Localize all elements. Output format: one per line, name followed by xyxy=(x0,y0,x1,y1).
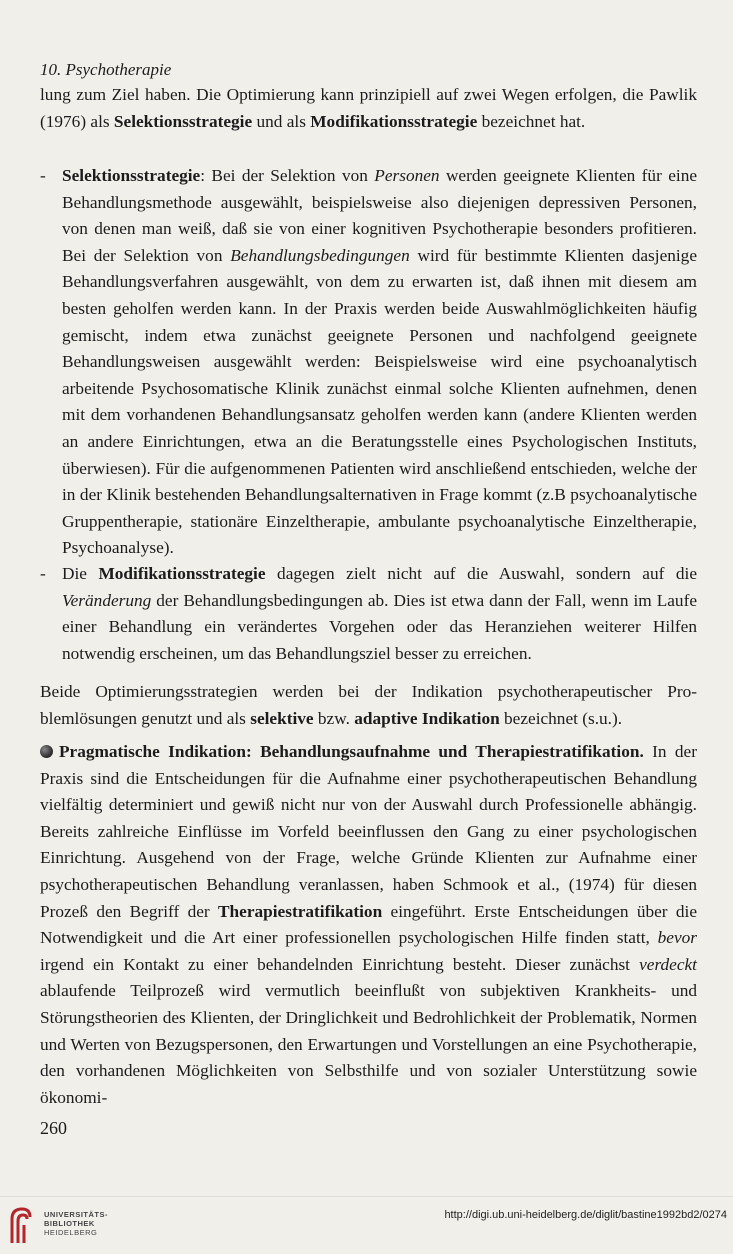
list-item-modifikation xyxy=(40,561,697,667)
summary-text: bzw. xyxy=(313,708,355,728)
intro-text: bezeichnet hat. xyxy=(477,111,586,131)
term-adaptive-indikation: adaptive Indikation xyxy=(354,708,500,728)
list-item-body xyxy=(62,561,697,667)
section-text: irgend ein Kontakt zu einer behandelnden Einrichtung besteht. Dieser zunächst xyxy=(40,954,640,974)
running-head: 10. Psychotherapie xyxy=(40,60,172,79)
emphasis-personen: Personen xyxy=(374,166,440,185)
footer-divider xyxy=(0,1196,733,1197)
intro-paragraph xyxy=(40,82,697,135)
library-line: UNIVERSITÄTS- xyxy=(44,1210,109,1219)
list-item-selektion xyxy=(40,163,697,562)
term-selektionsstrategie: Selektionsstrategie xyxy=(62,166,201,185)
list-item-body xyxy=(62,163,697,562)
intro-text: und als xyxy=(252,111,311,131)
section-text: ablaufende Teilprozeß wird vermutlich beeinflußt von subjektiven Krankheits- und Störungstheorien des Klienten, der Dringlichkeit und Bedrohlichkeit der Problematik, Normen und Werten von Bezugspersonen, den Erwartungen und Vorstellungen an eine Psychotherapie, den vorhandenen Möglichkeiten von Selbsthilfe und von sozialer Unterstützung sowie ökonomi- xyxy=(40,981,697,1107)
term-modifikationsstrategie: Modifikationsstrategie xyxy=(310,111,478,131)
library-logo-icon xyxy=(8,1205,38,1245)
item-text: wird für bestimmte Klienten dasjenige Behandlungsverfahren ausgewählt, von dem zu erwarten ist, daß ihnen mit diesem am besten geholfen werden kann. In der Praxis werden beide Auswahlmöglichkeiten häufig gemischt, indem etwa zunächst geeignete Personen und nachfolgend geeignete Behandlungsweisen ausgewählt werden: Beispielsweise wird eine psychoanalytisch arbeitende Psychosomatische Klinik zunächst einmal solche Klienten aufnehmen, denen mit dem vorhandenen Behandlungsansatz geholfen werden kann (andere Klienten werden an andere Einrichtungen, etwa an die Beratungsstelle eines Psychologischen Instituts, überwiesen). Für die aufgenommenen Patienten wird anschließend entschieden, welche der in der Klinik bestehenden Behandlungsalternativen in Frage kommt (z.B psychoanalytische Gruppentherapie, stationäre Einzeltherapie, ambulante psychoanalytische Einzeltherapie, Psychoanalyse). xyxy=(62,245,697,558)
term-therapiestratifikation: Therapiestratifikation xyxy=(218,901,383,921)
item-text: werden geeignete Klienten für eine Behandlungsmethode ausgewählt, beispielsweise also diejenigen depressiven Personen, von denen man weiß, daß sie von einer kognitiven Psychotherapie besonders profitieren. Bei der Selektion von xyxy=(62,166,698,265)
list-dash: - xyxy=(40,564,46,583)
item-text: Die xyxy=(62,564,99,583)
library-line: HEIDELBERG xyxy=(44,1228,98,1237)
emphasis-bevor: bevor xyxy=(657,928,697,948)
page-number: 260 xyxy=(40,1118,67,1138)
section-text: In der Praxis sind die Entscheidungen für die Aufnahme einer psychotherapeutischen Behandlung vielfältig determiniert und gewiß nicht nur von der Auswahl durch Professionelle abhängig. Bereits zahlreiche Einflüsse im Vorfeld beeinflussen den Gang zu einer psychologischen Einrichtung. Ausgehend von der Frage, welche Gründe Klienten zur Aufnahme einer psychotherapeutischen Behandlung veranlassen, haben Schmook et al., (1974) für diesen Prozeß den Begriff der xyxy=(40,742,697,921)
emphasis-verdeckt: verdeckt xyxy=(639,954,697,974)
item-text: dagegen zielt nicht auf die Auswahl, sondern auf die xyxy=(265,564,697,583)
library-line: BIBLIOTHEK xyxy=(44,1219,95,1228)
summary-text: bezeichnet (s.u.). xyxy=(499,708,623,728)
list-dash: - xyxy=(40,166,46,185)
term-modifikationsstrategie: Modifikationsstrategie xyxy=(98,564,266,583)
term-selektive: selektive xyxy=(250,708,314,728)
emphasis-behandlungsbedingungen: Behandlungsbedingungen xyxy=(230,245,410,265)
section-heading: Pragmatische Indikation: Behandlungsaufnahme und Therapiestratifikation. xyxy=(59,742,644,761)
summary-paragraph xyxy=(40,679,697,732)
section-paragraph xyxy=(40,739,697,1111)
item-text: der Behandlungsbedingungen ab. Dies ist etwa dann der Fall, wenn im Laufe einer Behandlung ein verändertes Vorgehen oder das Heranziehen weiterer Hilfen notwendig erscheinen, um das Behandlungsziel besser zu erreichen. xyxy=(62,590,697,663)
library-name xyxy=(44,1210,108,1237)
intro-text: lung zum Ziel haben. Die Optimierung kann prinzipiell auf zwei Wegen erfolgen, die Pawlik (1976) als xyxy=(40,85,697,131)
summary-text: Beide Optimierungsstrategien werden bei der Indikation psychotherapeutischer Problemlösungen genutzt und als xyxy=(40,682,697,728)
section-text: eingeführt. Erste Entscheidungen über die Notwendigkeit und die Art einer professionellen psychologischen Hilfe finden statt, xyxy=(40,901,697,948)
emphasis-veraenderung: Veränderung xyxy=(62,590,152,610)
source-url-link[interactable]: http://digi.ub.uni-heidelberg.de/diglit/bastine1992bd2/0274 xyxy=(444,1209,727,1221)
bullet-icon xyxy=(40,745,53,758)
item-text: : Bei der Selektion von xyxy=(200,166,375,185)
term-selektionsstrategie: Selektionsstrategie xyxy=(113,111,253,131)
